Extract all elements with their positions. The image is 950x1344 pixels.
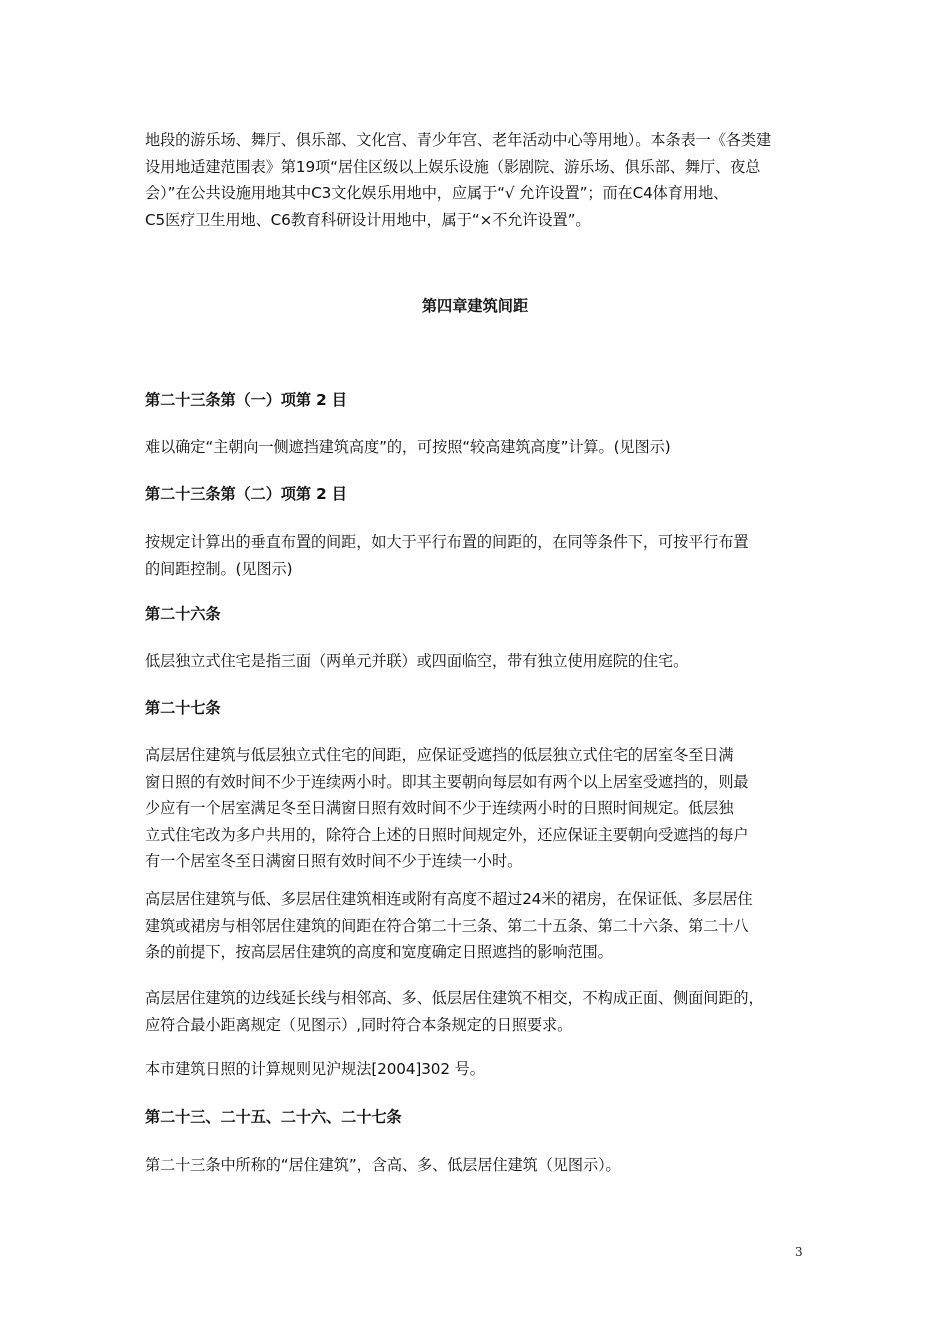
text-line: 条的前提下，按高层居住建筑的高度和宽度确定日照遮挡的影响范围。 xyxy=(145,943,613,961)
text-line: 第二十三条中所称的“居住建筑”，含高、多、低层居住建筑（见图示）。 xyxy=(145,1156,621,1174)
text-line: 建筑或裙房与相邻居住建筑的间距在符合第二十三条、第二十五条、第二十六条、第二十八 xyxy=(145,916,749,935)
text-line: C5医疗卫生用地、C6教育科研设计用地中，属于“×不允许设置”。 xyxy=(145,210,591,229)
text-line: 高层居住建筑的边线延长线与相邻高、多、低层居住建筑不相交，不构成正面、侧面间距的， xyxy=(145,989,764,1007)
section-heading-23-25-26-27: 第二十三、二十五、二十六、二十七条 xyxy=(145,1108,402,1126)
section-paragraph xyxy=(145,1056,815,1083)
text-line: 高层居住建筑与低、多层居住建筑相连或附有高度不超过24米的裙房，在保证低、多层居住 xyxy=(145,890,753,908)
section-paragraph xyxy=(145,742,815,875)
text-line: 立式住宅改为多户共用的，除符合上述的日照时间规定外，还应保证主要朝向受遮挡的每户 xyxy=(145,825,749,844)
section-heading-26: 第二十六条 xyxy=(145,605,221,623)
text-line: 低层独立式住宅是指三面（两单元并联）或四面临空，带有独立使用庭院的住宅。 xyxy=(145,652,689,670)
text-line: 难以确定“主朝向一侧遮挡建筑高度”的，可按照“较高建筑高度”计算。(见图示) xyxy=(145,438,671,456)
section-paragraph xyxy=(145,886,815,966)
section-paragraph xyxy=(145,648,815,675)
intro-paragraph xyxy=(145,127,815,233)
text-line: 应符合最小距离规定（见图示）,同时符合本条规定的日照要求。 xyxy=(145,1015,573,1034)
section-heading-23-2: 第二十三条第（二）项第 2 目 xyxy=(145,485,347,503)
text-line: 的间距控制。(见图示) xyxy=(145,559,293,578)
text-line: 会）”在公共设施用地其中C3文化娱乐用地中，应属于“√ 允许设置”；而在C4体育用地、 xyxy=(145,184,729,202)
section-paragraph xyxy=(145,434,815,461)
text-line: 窗日照的有效时间不少于连续两小时。即其主要朝向每层如有两个以上居室受遮挡的，则最 xyxy=(145,772,749,791)
chapter-title: 第四章建筑间距 xyxy=(421,297,529,315)
text-line: 少应有一个居室满足冬至日满窗日照有效时间不少于连续两小时的日照时间规定。低层独 xyxy=(145,799,734,817)
text-line: 高层居住建筑与低层独立式住宅的间距，应保证受遮挡的低层独立式住宅的居室冬至日满 xyxy=(145,746,734,764)
section-paragraph xyxy=(145,985,815,1038)
text-line: 按规定计算出的垂直布置的间距，如大于平行布置的间距的，在同等条件下，可按平行布置 xyxy=(145,533,749,551)
text-line: 本市建筑日照的计算规则见沪规法[2004]302 号。 xyxy=(145,1060,485,1078)
section-paragraph xyxy=(145,1152,815,1179)
text-line: 设用地适建范围表》第19项“居住区级以上娱乐设施（影剧院、游乐场、俱乐部、舞厅、夜总 xyxy=(145,157,761,176)
text-line: 地段的游乐场、舞厅、俱乐部、文化宫、青少年宫、老年活动中心等用地）。本条表一《各类建 xyxy=(145,131,772,149)
section-heading-23-1: 第二十三条第（一）项第 2 目 xyxy=(145,391,347,409)
section-heading-27: 第二十七条 xyxy=(145,699,221,717)
text-line: 有一个居室冬至日满窗日照有效时间不少于连续一小时。 xyxy=(145,852,523,870)
section-paragraph xyxy=(145,529,815,582)
page-number: 3 xyxy=(795,1245,803,1259)
